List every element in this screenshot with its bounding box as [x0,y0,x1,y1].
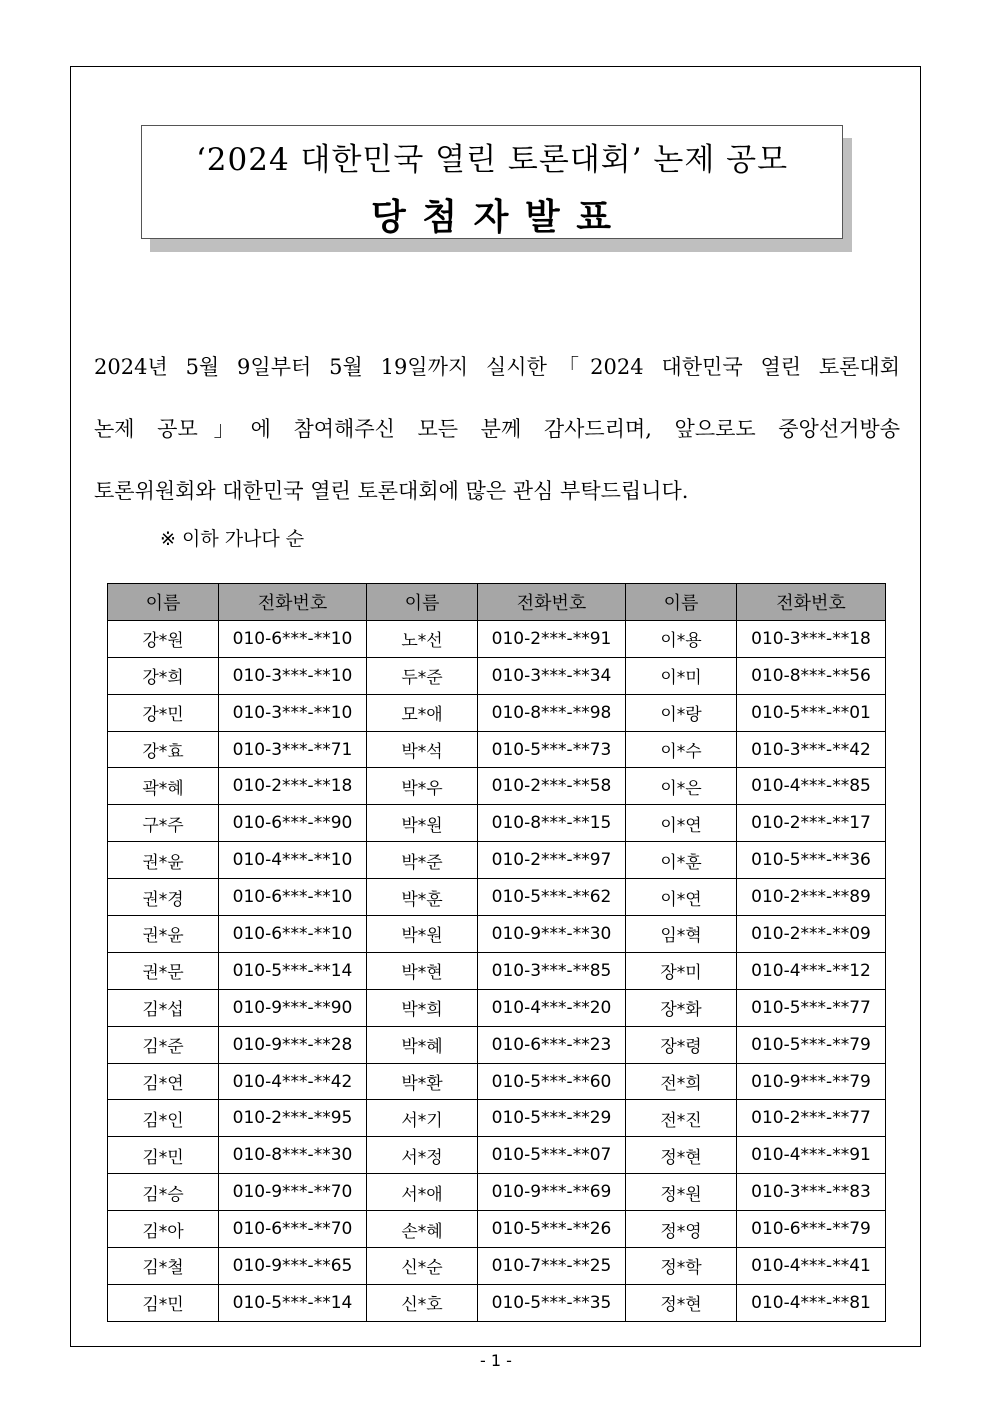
winner-name: 정*학 [626,1248,737,1285]
winner-name: 박*우 [367,768,478,805]
winner-phone: 010-4***-**41 [737,1248,886,1285]
column-header-name: 이름 [626,584,737,621]
winner-name: 박*원 [367,805,478,842]
winner-phone: 010-5***-**14 [219,1284,367,1321]
table-row [108,989,886,1026]
winner-phone: 010-2***-**95 [219,1100,367,1137]
winner-name: 정*현 [626,1137,737,1174]
winner-name: 강*민 [108,694,219,731]
winner-name: 장*령 [626,1026,737,1063]
winner-name: 이*은 [626,768,737,805]
winner-name: 박*현 [367,952,478,989]
intro-line: 토론위원회와 대한민국 열린 토론대회에 많은 관심 부탁드립니다. [94,479,689,503]
winner-phone: 010-9***-**69 [478,1174,626,1211]
winner-phone: 010-5***-**36 [737,842,886,879]
intro-paragraph [94,336,900,522]
sort-order-note: ※ 이하 가나다 순 [160,528,305,550]
winner-name: 김*승 [108,1174,219,1211]
winners-table [107,583,886,1322]
table-row [108,1174,886,1211]
winner-name: 구*주 [108,805,219,842]
winner-name: 강*원 [108,620,219,657]
winner-phone: 010-2***-**09 [737,916,886,953]
winner-phone: 010-2***-**91 [478,620,626,657]
winner-phone: 010-9***-**79 [737,1063,886,1100]
winner-phone: 010-2***-**89 [737,879,886,916]
winner-phone: 010-5***-**35 [478,1284,626,1321]
table-row [108,1137,886,1174]
winner-name: 서*기 [367,1100,478,1137]
winner-name: 임*혁 [626,916,737,953]
winner-phone: 010-6***-**10 [219,620,367,657]
winner-name: 정*영 [626,1211,737,1248]
winner-phone: 010-5***-**29 [478,1100,626,1137]
winner-name: 김*인 [108,1100,219,1137]
winner-phone: 010-3***-**71 [219,731,367,768]
winner-phone: 010-4***-**42 [219,1063,367,1100]
table-row [108,731,886,768]
table-row [108,694,886,731]
winner-phone: 010-6***-**10 [219,879,367,916]
winner-name: 모*애 [367,694,478,731]
winner-name: 신*호 [367,1284,478,1321]
winner-name: 강*희 [108,657,219,694]
winner-phone: 010-8***-**56 [737,657,886,694]
winner-phone: 010-9***-**70 [219,1174,367,1211]
table-row [108,1100,886,1137]
winner-name: 박*혜 [367,1026,478,1063]
winner-name: 전*진 [626,1100,737,1137]
winner-name: 신*순 [367,1248,478,1285]
winner-name: 이*용 [626,620,737,657]
winner-phone: 010-6***-**23 [478,1026,626,1063]
column-header-name: 이름 [108,584,219,621]
winner-phone: 010-5***-**26 [478,1211,626,1248]
winner-phone: 010-7***-**25 [478,1248,626,1285]
table-row [108,1026,886,1063]
column-header-phone: 전화번호 [219,584,367,621]
winner-name: 서*정 [367,1137,478,1174]
winner-phone: 010-9***-**90 [219,989,367,1026]
winner-phone: 010-8***-**15 [478,805,626,842]
winner-phone: 010-6***-**79 [737,1211,886,1248]
table-row [108,657,886,694]
table-row [108,952,886,989]
winner-phone: 010-5***-**07 [478,1137,626,1174]
winner-name: 정*현 [626,1284,737,1321]
column-header-phone: 전화번호 [478,584,626,621]
winner-name: 이*연 [626,879,737,916]
winner-name: 김*연 [108,1063,219,1100]
table-row [108,805,886,842]
winner-phone: 010-5***-**79 [737,1026,886,1063]
winner-name: 권*경 [108,879,219,916]
winner-name: 권*문 [108,952,219,989]
table-header-row [108,584,886,621]
winner-name: 강*효 [108,731,219,768]
winner-phone: 010-8***-**30 [219,1137,367,1174]
winner-name: 김*준 [108,1026,219,1063]
winner-phone: 010-4***-**20 [478,989,626,1026]
winner-phone: 010-2***-**97 [478,842,626,879]
winner-phone: 010-3***-**34 [478,657,626,694]
winner-phone: 010-5***-**01 [737,694,886,731]
winner-name: 정*원 [626,1174,737,1211]
winner-name: 서*애 [367,1174,478,1211]
winner-phone: 010-4***-**91 [737,1137,886,1174]
intro-line: 논제 공모」에 참여해주신 모든 분께 감사드리며, 앞으로도 중앙선거방송 [94,417,900,441]
winner-phone: 010-3***-**18 [737,620,886,657]
winner-name: 장*미 [626,952,737,989]
winner-phone: 010-9***-**28 [219,1026,367,1063]
winner-name: 권*윤 [108,842,219,879]
winner-phone: 010-4***-**85 [737,768,886,805]
winner-name: 이*랑 [626,694,737,731]
winner-name: 이*미 [626,657,737,694]
winner-name: 노*선 [367,620,478,657]
winner-phone: 010-2***-**17 [737,805,886,842]
winner-name: 김*민 [108,1284,219,1321]
winner-phone: 010-4***-**12 [737,952,886,989]
winner-name: 전*희 [626,1063,737,1100]
winner-phone: 010-3***-**10 [219,694,367,731]
winner-name: 이*수 [626,731,737,768]
winner-phone: 010-3***-**83 [737,1174,886,1211]
table-row [108,879,886,916]
winner-name: 박*희 [367,989,478,1026]
table-row [108,1284,886,1321]
winner-phone: 010-5***-**14 [219,952,367,989]
winner-name: 이*연 [626,805,737,842]
winner-name: 박*환 [367,1063,478,1100]
winner-name: 박*준 [367,842,478,879]
table-row [108,1211,886,1248]
winner-phone: 010-4***-**10 [219,842,367,879]
winner-name: 장*화 [626,989,737,1026]
document-title: ‘2024 대한민국 열린 토론대회’ 논제 공모 [195,142,789,178]
intro-line: 2024년 5월 9일부터 5월 19일까지 실시한「2024 대한민국 열린 토론대회 [94,355,900,379]
table-row [108,1248,886,1285]
winner-name: 김*아 [108,1211,219,1248]
column-header-phone: 전화번호 [737,584,886,621]
winner-phone: 010-4***-**81 [737,1284,886,1321]
table-row [108,768,886,805]
winner-phone: 010-9***-**65 [219,1248,367,1285]
winner-name: 곽*혜 [108,768,219,805]
winner-name: 김*철 [108,1248,219,1285]
column-header-name: 이름 [367,584,478,621]
winner-phone: 010-9***-**30 [478,916,626,953]
winner-name: 권*윤 [108,916,219,953]
table-row [108,842,886,879]
table-row [108,1063,886,1100]
winner-phone: 010-2***-**58 [478,768,626,805]
winner-phone: 010-8***-**98 [478,694,626,731]
winner-phone: 010-6***-**10 [219,916,367,953]
winner-phone: 010-5***-**77 [737,989,886,1026]
winner-name: 박*석 [367,731,478,768]
winner-phone: 010-6***-**90 [219,805,367,842]
winner-phone: 010-3***-**42 [737,731,886,768]
winner-name: 김*민 [108,1137,219,1174]
document-subtitle: 당 첨 자 발 표 [370,196,613,238]
winner-name: 박*원 [367,916,478,953]
winner-name: 김*섭 [108,989,219,1026]
title-box [141,125,843,239]
winner-name: 손*혜 [367,1211,478,1248]
winner-phone: 010-5***-**62 [478,879,626,916]
table-row [108,916,886,953]
winners-table-body [108,620,886,1321]
winner-phone: 010-3***-**10 [219,657,367,694]
winner-name: 박*훈 [367,879,478,916]
winner-phone: 010-5***-**73 [478,731,626,768]
winner-phone: 010-5***-**60 [478,1063,626,1100]
winner-phone: 010-2***-**18 [219,768,367,805]
winner-name: 이*훈 [626,842,737,879]
winner-phone: 010-2***-**77 [737,1100,886,1137]
page-number: - 1 - [480,1351,512,1370]
winner-phone: 010-6***-**70 [219,1211,367,1248]
winner-phone: 010-3***-**85 [478,952,626,989]
table-row [108,620,886,657]
winner-name: 두*준 [367,657,478,694]
